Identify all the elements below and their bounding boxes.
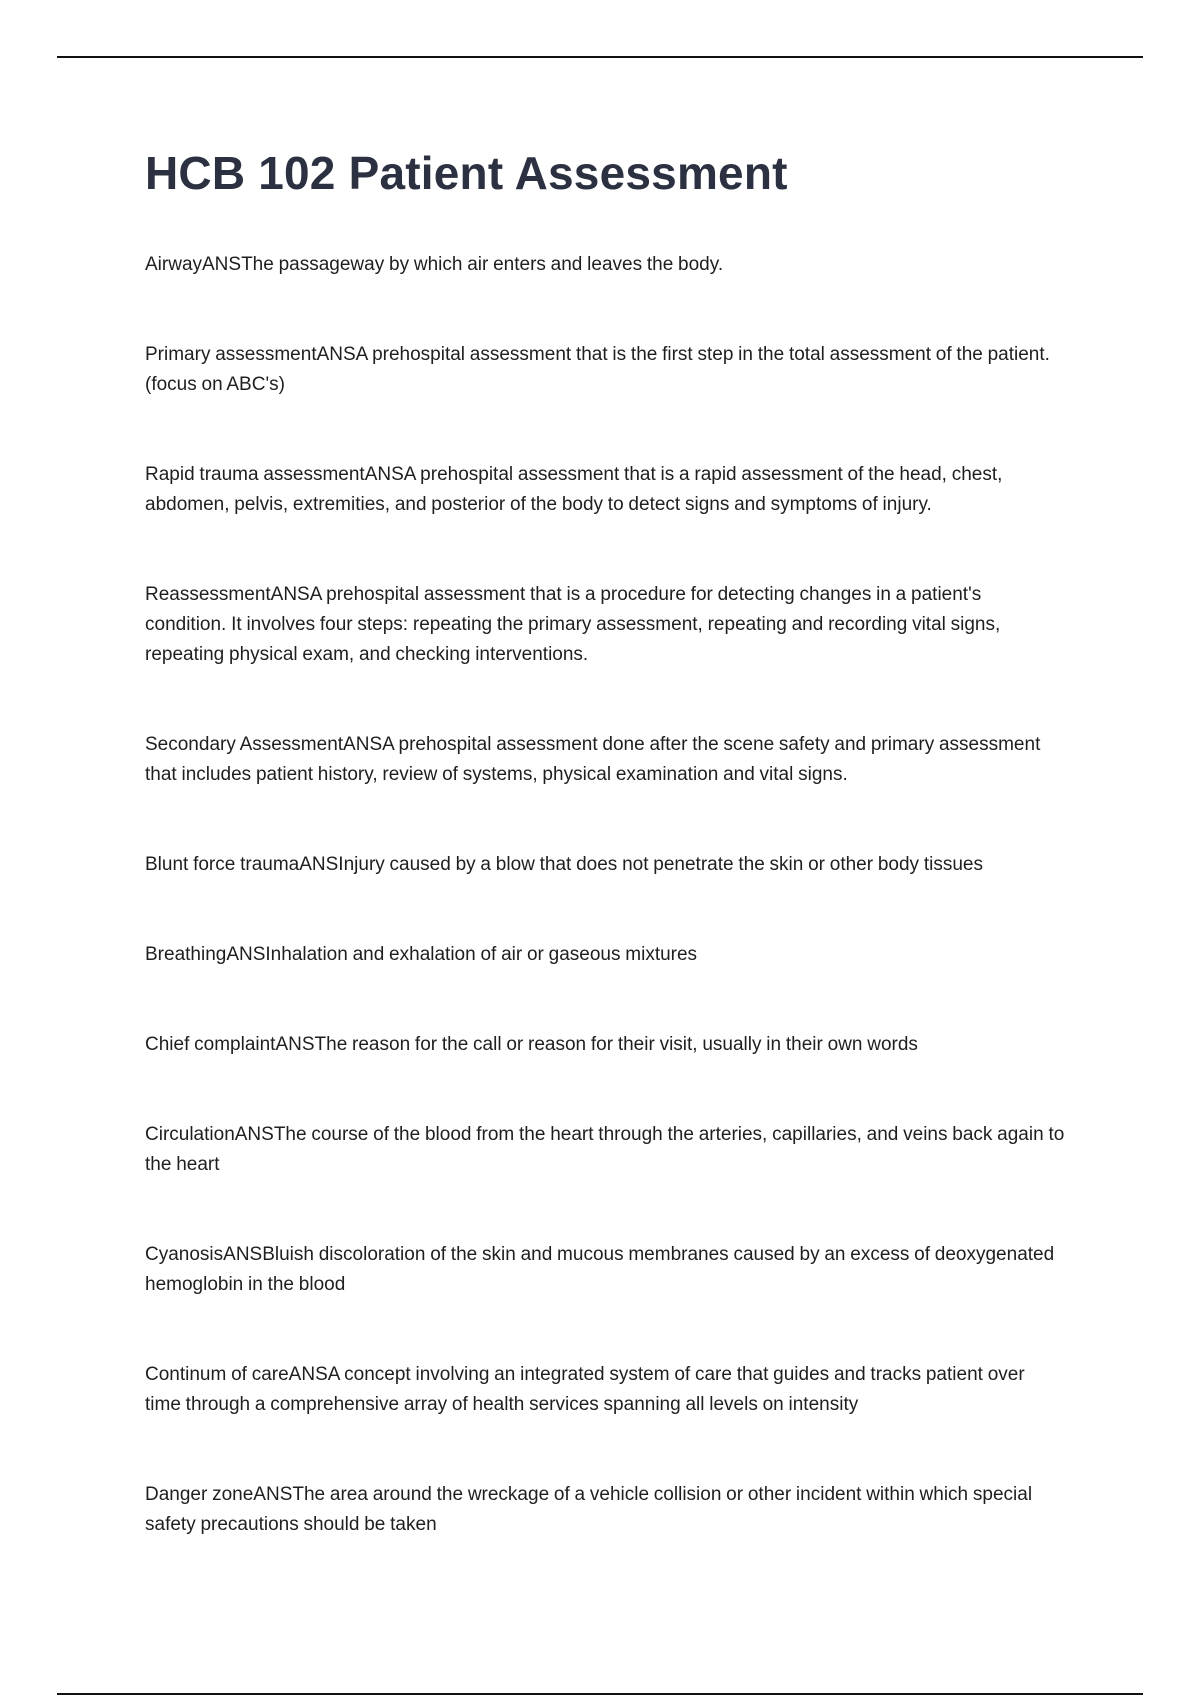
- entry-circulation: CirculationANSThe course of the blood from the heart through the arteries, capillaries, and veins back again to the heart: [145, 1124, 1065, 1175]
- entry-danger-zone: Danger zoneANSThe area around the wreckage of a vehicle collision or other incident within which special safety precautions should be taken: [145, 1484, 1033, 1535]
- header-rule: [57, 56, 1143, 58]
- document-title: HCB 102 Patient Assessment: [145, 147, 788, 199]
- entry-reassessment: ReassessmentANSA prehospital assessment that is a procedure for detecting changes in a patient's condition. It involves four steps: repeating the primary assessment, repeating and recording vital signs, repeating physical exam, and checking interventions.: [145, 584, 1001, 665]
- entry-cyanosis: CyanosisANSBluish discoloration of the skin and mucous membranes caused by an excess of deoxygenated hemoglobin in the blood: [145, 1244, 1055, 1295]
- entry-primary-assessment: Primary assessmentANSA prehospital assessment that is the first step in the total assessment of the patient. (focus on ABC's): [145, 344, 1050, 395]
- entry-secondary-assessment: Secondary AssessmentANSA prehospital assessment done after the scene safety and primary assessment that includes patient history, review of systems, physical examination and vital signs.: [145, 734, 1041, 785]
- document-body: [145, 140, 1065, 1600]
- entry-blunt-force-trauma: Blunt force traumaANSInjury caused by a blow that does not penetrate the skin or other body tissues: [145, 854, 983, 875]
- entry-continum-of-care: Continum of careANSA concept involving an integrated system of care that guides and tracks patient over time through a comprehensive array of health services spanning all levels on intensity: [145, 1364, 1025, 1415]
- entry-airway: AirwayANSThe passageway by which air enters and leaves the body.: [145, 254, 724, 275]
- footer-rule: [57, 1693, 1143, 1695]
- entry-list: [145, 250, 1065, 1540]
- entry-chief-complaint: Chief complaintANSThe reason for the call or reason for their visit, usually in their own words: [145, 1034, 918, 1055]
- entry-breathing: BreathingANSInhalation and exhalation of air or gaseous mixtures: [145, 944, 698, 965]
- entry-rapid-trauma-assessment: Rapid trauma assessmentANSA prehospital assessment that is a rapid assessment of the head, chest, abdomen, pelvis, extremities, and posterior of the body to detect signs and symptoms of injury.: [145, 464, 1003, 515]
